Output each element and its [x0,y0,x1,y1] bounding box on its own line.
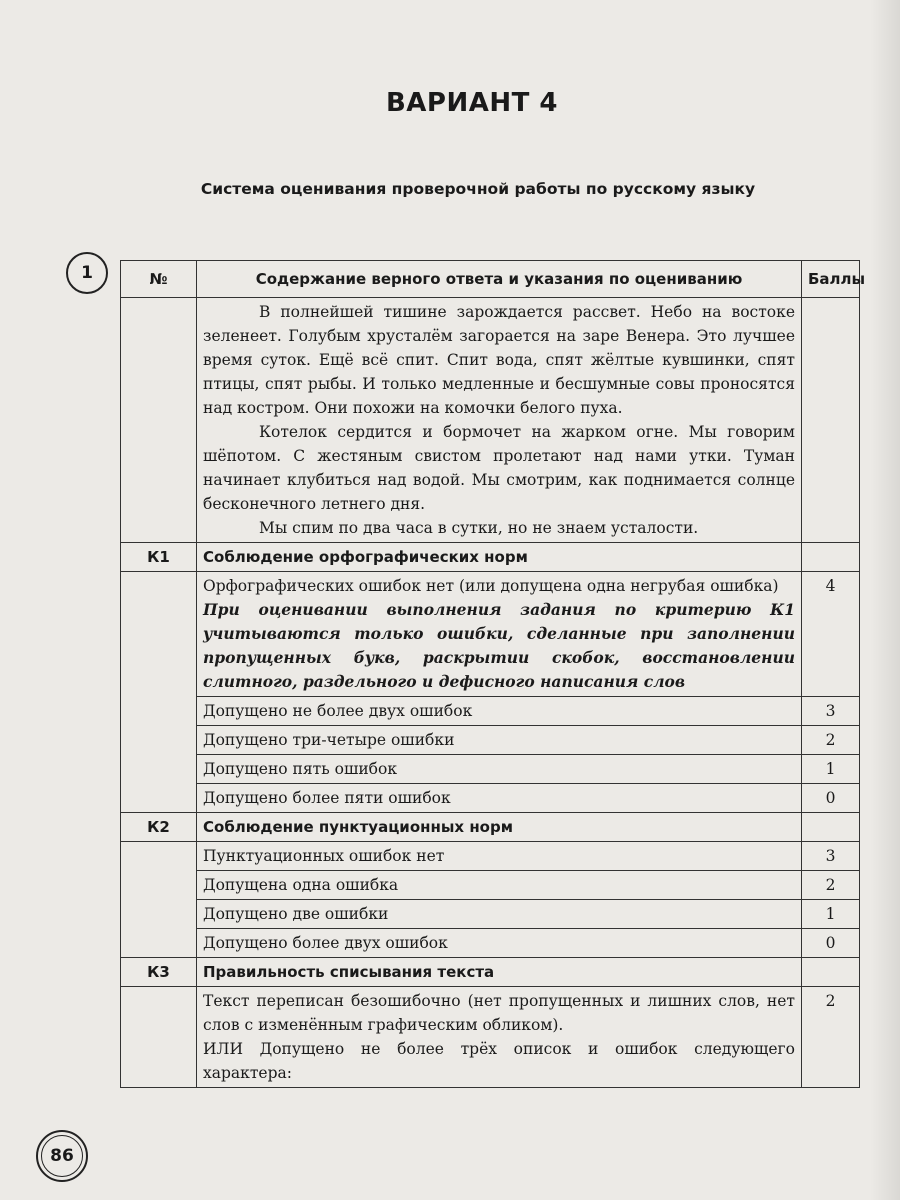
table-row [121,755,860,784]
table-row [121,842,860,871]
points-value: 0 [802,784,860,813]
points-value: 1 [802,755,860,784]
scoring-text: Допущено более пяти ошибок [197,784,802,813]
scoring-cell [197,987,802,1088]
criterion-code: К3 [121,958,197,987]
scoring-cell [197,572,802,697]
criterion-title: Правильность списывания текста [197,958,802,987]
header-content: Содержание верного ответа и указания по оцениванию [197,261,802,298]
points-value: 0 [802,929,860,958]
criterion-code: К2 [121,813,197,842]
points-value: 4 [802,572,860,697]
scoring-text: Допущено пять ошибок [197,755,802,784]
scoring-text: Пунктуационных ошибок нет [197,842,802,871]
variant-title: ВАРИАНТ 4 [385,88,558,118]
page-number-badge [36,1130,88,1182]
text-paragraph: Мы спим по два часа в сутки, но не знаем усталости. [259,519,699,537]
page-number: 86 [41,1135,83,1177]
points-value: 3 [802,697,860,726]
scoring-text: Допущена одна ошибка [197,871,802,900]
header-points: Баллы [802,261,860,298]
table-row [121,726,860,755]
text-paragraph: Котелок сердится и бормочет на жарком огне. Мы говорим шёпотом. С жестяным свистом пролетают над нами утки. Туман начинает клубиться над водой. Мы смотрим, как поднимается солнце бесконечного летнего дня. [203,423,795,513]
scoring-text: Текст переписан безошибочно (нет пропущенных и лишних слов, нет слов с изменённым графическим обликом). [203,992,795,1034]
table-row [121,900,860,929]
criterion-note: При оценивании выполнения задания по критерию К1 учитываются только ошибки, сделанные при заполнении пропущенных букв, раскрытии скобок, восстановлении слитного, раздельного и дефисного написания слов [203,600,795,691]
table-row [121,871,860,900]
points-value: 1 [802,900,860,929]
criterion-code: К1 [121,543,197,572]
table-header-row [121,261,860,298]
criterion-row-k1 [121,543,860,572]
table-row [121,929,860,958]
source-text [197,298,802,543]
table-row [121,987,860,1088]
table-row [121,572,860,697]
page-subtitle: Система оценивания проверочной работы по русскому языку [200,180,756,198]
source-text-row [121,298,860,543]
scoring-text: Допущено две ошибки [197,900,802,929]
scoring-text: Допущено не более двух ошибок [197,697,802,726]
scoring-text: Допущено более двух ошибок [197,929,802,958]
points-value: 2 [802,871,860,900]
criterion-row-k3 [121,958,860,987]
criterion-row-k2 [121,813,860,842]
header-number: № [121,261,197,298]
scoring-text: Допущено три-четыре ошибки [197,726,802,755]
table-row [121,784,860,813]
grading-table [120,260,866,1088]
criterion-title: Соблюдение орфографических норм [197,543,802,572]
table-row [121,697,860,726]
text-paragraph: В полнейшей тишине зарождается рассвет. Небо на востоке зеленеет. Голубым хрусталём загорается на заре Венера. Это лучшее время суток. Ещё всё спит. Спит вода, спят жёлтые кувшинки, спят птицы, спят рыбы. И только медленные и бесшумные совы проносятся над костром. Они похожи на комочки белого пуха. [203,303,795,417]
points-value: 2 [802,987,860,1088]
scoring-text: Орфографических ошибок нет (или допущена одна негрубая ошибка) [203,577,779,595]
points-value: 3 [802,842,860,871]
scoring-text-alt: ИЛИ Допущено не более трёх описок и ошибок следующего характера: [203,1040,795,1082]
criterion-title: Соблюдение пунктуационных норм [197,813,802,842]
task-number-badge: 1 [66,252,108,294]
points-value: 2 [802,726,860,755]
